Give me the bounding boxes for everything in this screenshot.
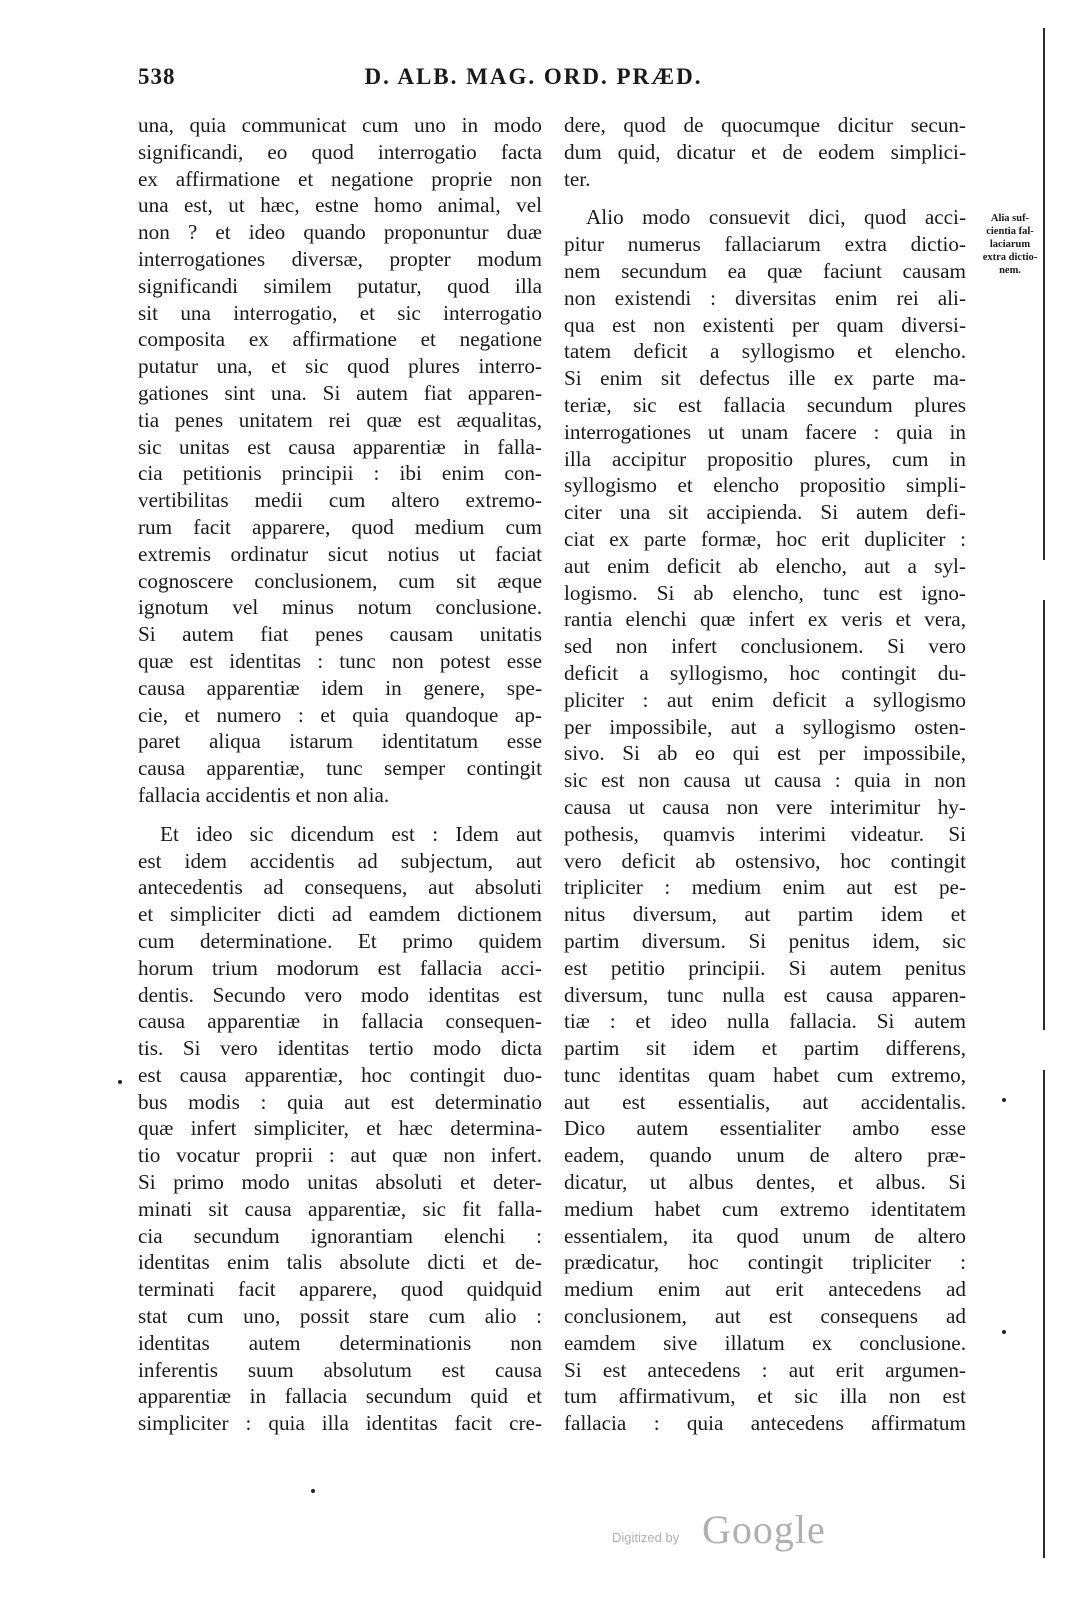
text-line: illa accipitur propositio plures, cum in [564, 446, 966, 471]
text-line: dicatur, ut albus dentes, et albus. Si [564, 1170, 966, 1195]
google-logo: Google [702, 1507, 826, 1552]
text-line: fallacia : quia antecedens affirmatum [564, 1411, 966, 1436]
text-line: fallacia accidentis et non alia. [138, 782, 390, 807]
text-line: cum determinatione. Et primo quidem [138, 928, 542, 953]
text-line: stat cum uno, possit stare cum alio : [138, 1304, 542, 1329]
text-line: diversum, tunc nulla est causa apparen- [564, 982, 966, 1007]
text-line: interrogationes diversæ, propter modum [138, 246, 542, 271]
text-line: vertibilitas medii cum altero extremo- [138, 488, 542, 513]
text-line: est idem accidentis ad subjectum, aut [138, 848, 542, 873]
text-line: inferentis suum absolutum est causa [138, 1357, 542, 1382]
page-number: 538 [138, 64, 176, 89]
text-line: quæ est identitas : tunc non potest esse [138, 648, 542, 673]
marginal-note-line: extra dictio- [982, 252, 1038, 263]
text-line: est petitio principii. Si autem penitus [564, 955, 966, 980]
text-line: Alio modo consuevit dici, quod acci- [586, 205, 966, 230]
text-line: tripliciter : medium enim aut est pe- [564, 875, 966, 900]
text-line: syllogismo et elencho propositio simpli- [564, 473, 966, 498]
text-line: rum facit apparere, quod medium cum [138, 514, 542, 539]
text-line: dum quid, dicatur et de eodem simplici- [564, 139, 966, 164]
paragraph-gap [138, 809, 542, 821]
running-title: D. ALB. MAG. ORD. PRÆD. [364, 64, 703, 89]
text-line: est causa apparentiæ, hoc contingit duo- [138, 1062, 542, 1087]
text-line: tio vocatur proprii : aut quæ non infert. [138, 1143, 542, 1168]
text-line: eamdem sive illatum ex conclusione. [564, 1330, 966, 1355]
text-line: dentis. Secundo vero modo identitas est [138, 982, 542, 1007]
text-line: non ? et ideo quando proponuntur duæ [138, 220, 542, 245]
text-line: ter. [564, 166, 591, 191]
text-line: interrogationes ut unam facere : quia in [564, 419, 966, 444]
text-line: aut enim deficit ab elencho, aut a syl- [564, 553, 966, 578]
text-line: causa apparentiæ idem in genere, spe- [138, 675, 542, 700]
right-column [564, 112, 966, 1437]
text-line: causa ut causa non vere interimitur hy- [564, 794, 966, 819]
left-column [138, 112, 542, 1437]
text-line: tum affirmativum, et sic illa non est [564, 1384, 966, 1409]
text-line: ciat ex parte formæ, hoc erit dupliciter : [564, 526, 966, 551]
ink-speck [1002, 1330, 1006, 1334]
text-line: quæ infert simpliciter, et hæc determina- [138, 1116, 542, 1141]
text-line: Si enim sit defectus ille ex parte ma- [564, 366, 966, 391]
rule-break [1041, 560, 1047, 600]
text-line: antecedentis ad consequens, aut absoluti [138, 875, 542, 900]
text-line: una, quia communicat cum uno in modo [138, 113, 542, 137]
text-line: simpliciter : quia illa identitas facit cre- [138, 1411, 542, 1436]
text-line: conclusionem, aut est consequens ad [564, 1304, 966, 1329]
text-line: tatem deficit a syllogismo et elencho. [564, 339, 966, 364]
text-line: tiæ : et ideo nulla fallacia. Si autem [564, 1009, 966, 1034]
text-line: Et ideo sic dicendum est : Idem aut [160, 821, 542, 846]
page-edge-rule [1043, 28, 1045, 1558]
text-line: sic est non causa ut causa : quia in non [564, 768, 966, 793]
text-line: sic unitas est causa apparentiæ in falla- [138, 434, 542, 459]
text-line: nitus diversum, aut partim idem et [564, 902, 966, 927]
text-line: Si autem fiat penes causam unitatis [138, 622, 542, 647]
text-line: essentialem, ita quod unum de altero [564, 1223, 966, 1248]
text-line: minati sit causa apparentiæ, sic fit falla- [138, 1196, 542, 1221]
text-line: composita ex affirmatione et negatione [138, 327, 542, 352]
text-line: bus modis : quia aut est determinatio [138, 1089, 542, 1114]
text-line: aut est essentialis, aut accidentalis. [564, 1089, 966, 1114]
text-line: partim diversum. Si penitus idem, sic [564, 928, 966, 953]
text-line: vero deficit ab ostensivo, hoc contingit [564, 848, 966, 873]
text-line: cognoscere conclusionem, cum sit æque [138, 568, 542, 593]
text-line: per impossibile, aut a syllogismo osten- [564, 714, 966, 739]
text-line: identitas autem determinationis non [138, 1330, 542, 1355]
watermark-prefix: Digitized by [612, 1530, 680, 1545]
text-line: cie, et numero : et quia quandoque ap- [138, 702, 542, 727]
text-line: ignotum vel minus notum conclusione. [138, 595, 542, 620]
text-line: cia petitionis principii : ibi enim con- [138, 461, 542, 486]
text-line: dere, quod de quocumque dicitur secun- [564, 113, 966, 137]
text-line: tunc identitas quam habet cum extremo, [564, 1062, 966, 1087]
paragraph-gap [564, 192, 966, 204]
text-line: rantia elenchi quæ infert ex veris et vera, [564, 607, 966, 632]
marginal-note-line: nem. [999, 265, 1021, 276]
text-line: pitur numerus fallaciarum extra dictio- [564, 232, 966, 257]
text-line: putatur una, et sic quod plures interro- [138, 354, 542, 379]
text-line: sit una interrogatio, et sic interrogatio [138, 300, 542, 325]
text-line: sivo. Si ab eo qui est per impossibile, [564, 741, 966, 766]
text-line: prædicatur, hoc contingit tripliciter : [564, 1250, 966, 1275]
text-line: terminati facit apparere, quod quidquid [138, 1277, 542, 1302]
text-line: significandi similem putatur, quod illa [138, 273, 542, 298]
text-line: significandi, eo quod interrogatio facta [138, 139, 542, 164]
text-line: logismo. Si ab elencho, tunc est igno- [564, 580, 966, 605]
text-line: horum trium modorum est fallacia acci- [138, 955, 542, 980]
text-line: gationes sint una. Si autem fiat apparen- [138, 380, 542, 405]
marginal-note [974, 212, 1046, 277]
text-line: Dico autem essentialiter ambo esse [564, 1116, 966, 1141]
text-line: sed non infert conclusionem. Si vero [564, 634, 966, 659]
text-line: cia secundum ignorantiam elenchi : [138, 1223, 542, 1248]
page-header [0, 64, 1067, 104]
text-line: pothesis, quamvis interimi videatur. Si [564, 821, 966, 846]
ink-speck [118, 1080, 122, 1084]
marginal-note-line: cientia fal- [986, 226, 1034, 237]
text-line: deficit a syllogismo, hoc contingit du- [564, 660, 966, 685]
rule-break [1041, 1030, 1047, 1070]
text-line: una est, ut hæc, estne homo animal, vel [138, 193, 542, 218]
marginal-note-line: laciarum [989, 239, 1031, 250]
text-line: Si primo modo unitas absoluti et deter- [138, 1170, 542, 1195]
text-line: citer una sit accipienda. Si autem defi- [564, 500, 966, 525]
text-line: nem secundum ea quæ faciunt causam [564, 258, 966, 283]
text-line: medium habet cum extremo identitatem [564, 1196, 966, 1221]
text-line: teriæ, sic est fallacia secundum plures [564, 392, 966, 417]
text-line: et simpliciter dicti ad eamdem dictionem [138, 902, 542, 927]
text-line: Si est antecedens : aut erit argumen- [564, 1357, 966, 1382]
text-line: pliciter : aut enim deficit a syllogismo [564, 687, 966, 712]
text-line: partim sit idem et partim differens, [564, 1036, 966, 1061]
marginal-note-line: Alia suf- [990, 213, 1030, 224]
text-line: causa apparentiæ in fallacia consequen- [138, 1009, 542, 1034]
text-line: medium enim aut erit antecedens ad [564, 1277, 966, 1302]
text-line: paret aliqua istarum identitatum esse [138, 729, 542, 754]
text-line: non existendi : diversitas enim rei ali- [564, 285, 966, 310]
text-line: extremis ordinatur sicut notius ut faciat [138, 541, 542, 566]
text-line: eadem, quando unum de altero præ- [564, 1143, 966, 1168]
text-line: identitas enim talis absolute dicti et de- [138, 1250, 542, 1275]
text-line: ex affirmatione et negatione proprie non [138, 166, 542, 191]
text-line: apparentiæ in fallacia secundum quid et [138, 1384, 542, 1409]
text-line: qua est non existenti per quam diversi- [564, 312, 966, 337]
text-line: causa apparentiæ, tunc semper contingit [138, 756, 542, 781]
ink-speck [1002, 1098, 1006, 1102]
text-line: tis. Si vero identitas tertio modo dicta [138, 1036, 542, 1061]
text-line: tia penes unitatem rei quæ est æqualitas, [138, 407, 542, 432]
ink-speck [311, 1489, 315, 1493]
